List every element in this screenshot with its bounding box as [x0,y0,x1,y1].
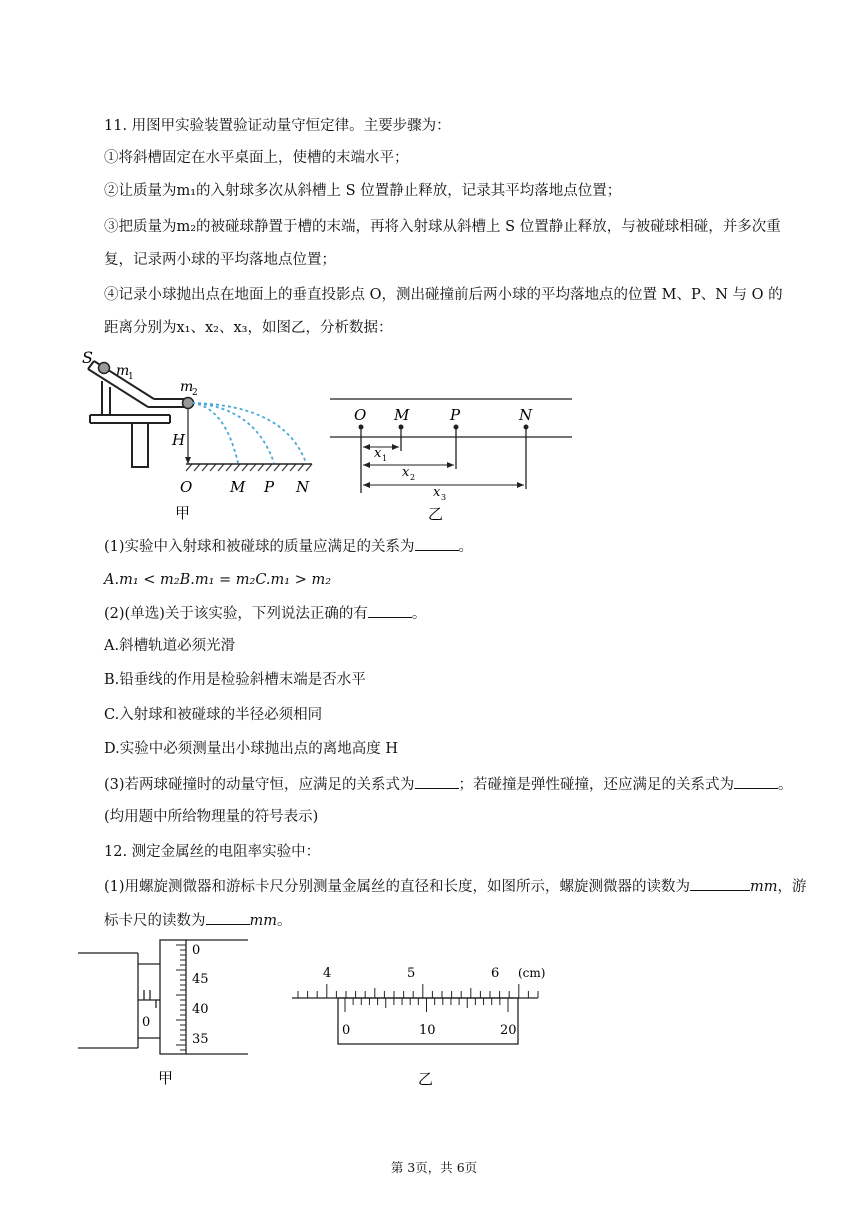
q11-part1-options: A.m₁ < m₂B.m₁ = m₂C.m₁ > m₂ [104,572,332,588]
answer-blank[interactable] [690,876,750,891]
yi-label-x2: x [402,465,410,480]
vernier-label-20: 20 [500,1023,517,1038]
q11-part3-end: 。 [778,777,793,793]
caption-yi: 乙 [428,505,444,523]
main-label-4: 4 [323,966,332,981]
q11-part3-mid: ；若碰撞是弹性碰撞，还应满足的关系式为 [458,777,735,793]
vernier-label-0: 0 [342,1023,351,1038]
q11-part3-text: (3)若两球碰撞时的动量守恒，应满足的关系式为 [104,777,415,793]
yi-label-x1: x [374,446,382,461]
answer-blank[interactable] [415,774,459,789]
q11-part3 [104,774,793,795]
micro-label-35: 35 [192,1032,209,1047]
ball-m2 [183,398,194,409]
q11-part2-text: (2)(单选)关于该实验，下列说法正确的有 [104,606,368,622]
unit-mm: mm [750,879,778,895]
label-H: H [172,431,186,449]
q12-part1-end: 。 [277,913,292,929]
q12-part1-line2 [104,910,292,931]
yi-label-x1-sub: 1 [382,454,388,463]
q12-title: 12. 测定金属丝的电阻率实验中： [104,844,321,860]
caption-vernier: 乙 [418,1070,434,1088]
q12-figure-micrometer [78,938,258,1088]
label-M: M [230,478,246,496]
answer-blank[interactable] [368,603,412,618]
q11-option-b: B.铅垂线的作用是检验斜槽末端是否水平 [104,672,366,688]
label-m1: m [116,363,130,379]
unit-cm: (cm) [518,966,546,980]
answer-blank[interactable] [415,536,459,551]
main-label-6: 6 [491,966,500,981]
q11-part1 [104,536,473,557]
yi-label-O: O [354,406,367,424]
q11-step3-line1: ③把质量为m₂的被碰球静置于槽的末端，再将入射球从斜槽上 S 位置静止释放，与被碰球相碰，并多次重 [104,219,781,235]
micro-label-45: 45 [192,972,209,987]
q12-part1-mid: ，游 [777,879,807,895]
q11-step2: ②让质量为m₁的入射球多次从斜槽上 S 位置静止释放，记录其平均落地点位置； [104,183,622,199]
q11-option-a: A.斜槽轨道必须光滑 [104,638,236,654]
label-P: P [264,478,275,496]
yi-label-x3: x [433,485,441,500]
micro-label-0: 0 [192,943,201,958]
yi-label-N: N [519,406,533,424]
yi-label-M: M [394,406,410,424]
label-m1-sub: 1 [128,372,134,382]
q11-option-c: C.入射球和被碰球的半径必须相同 [104,707,323,723]
vernier-label-10: 10 [419,1023,436,1038]
q11-step4-line1: ④记录小球抛出点在地面上的垂直投影点 O，测出碰撞前后两小球的平均落地点的位置 M、P、N 与 O 的 [104,287,783,303]
label-m2: m [180,379,194,395]
answer-blank[interactable] [206,910,250,925]
yi-label-x2-sub: 2 [410,473,416,482]
q11-part2-end: 。 [411,606,427,622]
table-leg [132,423,148,467]
caption-jia: 甲 [175,504,191,520]
answer-blank[interactable] [734,774,778,789]
page-footer: 第 3页，共 6页 [390,1160,478,1175]
caption-micrometer: 甲 [158,1069,174,1087]
yi-label-x3-sub: 3 [441,493,447,502]
micro-label-40: 40 [192,1002,209,1017]
q11-step3-line2: 复，记录两小球的平均落地点位置； [104,252,336,268]
q11-figure-yi [330,393,580,523]
q12-part1-text: (1)用螺旋测微器和游标卡尺分别测量金属丝的直径和长度，如图所示，螺旋测微器的读数为 [104,879,691,895]
q11-part1-end: 。 [458,539,474,555]
q11-option-d: D.实验中必须测量出小球抛出点的离地高度 H [104,741,398,757]
label-N: N [296,478,310,496]
label-O: O [180,478,193,496]
q11-title: 11. 用图甲实验装置验证动量守恒定律。主要步骤为： [104,118,451,134]
q11-part3-note: (均用题中所给物理量的符号表示) [104,809,319,825]
unit-mm: mm [249,913,277,929]
thimble [160,940,186,1054]
q12-figure-vernier [290,962,550,1090]
sleeve-label-0: 0 [142,1015,151,1030]
q11-part2 [104,603,426,624]
q11-figure-jia [80,345,325,520]
main-label-5: 5 [407,966,416,981]
label-m2-sub: 2 [192,388,198,398]
q12-part1-line1 [104,876,807,897]
q11-step1: ①将斜槽固定在水平桌面上，使槽的末端水平； [104,150,409,166]
q11-part1-text: (1)实验中入射球和被碰球的质量应满足的关系为 [104,539,415,555]
label-S: S [82,348,93,367]
ball-m1 [99,363,110,374]
yi-label-P: P [450,406,461,424]
q11-step4-line2: 距离分别为x₁、x₂、x₃，如图乙，分析数据： [104,320,393,336]
q12-part1-line2-text: 标卡尺的读数为 [104,913,206,929]
